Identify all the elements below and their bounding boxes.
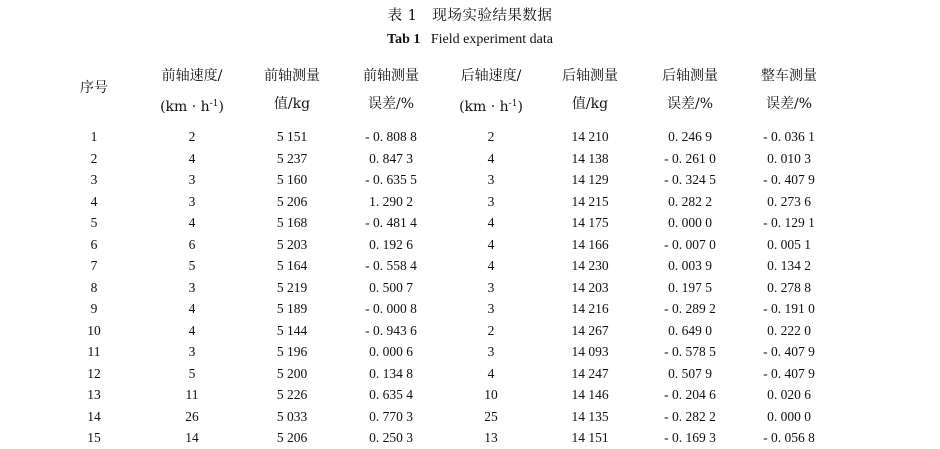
table-cell: - 0. 282 2 xyxy=(664,408,716,424)
table-cell: 4 xyxy=(487,150,495,166)
table-cell: 3 xyxy=(487,172,495,187)
table-header xyxy=(50,62,880,126)
table-cell: 1 xyxy=(90,129,98,144)
table-cell: - 0. 000 8 xyxy=(365,301,417,316)
table-cell: 0. 250 3 xyxy=(369,430,413,445)
table-cell: 0. 246 9 xyxy=(668,129,712,144)
table-cell: 10 xyxy=(484,387,498,402)
table-cell: 14 093 xyxy=(571,344,609,359)
table-cell: 0. 005 1 xyxy=(767,236,811,252)
results-table xyxy=(50,62,880,449)
table-cell: 0. 010 3 xyxy=(767,150,811,166)
table-row xyxy=(50,384,880,406)
table-cell: 4 xyxy=(188,215,196,230)
header-line1: 后轴速度/ xyxy=(460,68,522,84)
table-cell: 0. 273 6 xyxy=(767,193,811,209)
table-cell: - 0. 324 5 xyxy=(664,172,716,187)
table-cell: 3 xyxy=(188,279,196,295)
table-cell: 13 xyxy=(87,387,101,402)
table-cell: 5 xyxy=(188,365,196,381)
table-cell: - 0. 407 9 xyxy=(763,172,815,187)
table-cell: 14 267 xyxy=(571,322,609,338)
table-cell: - 0. 007 0 xyxy=(664,236,716,252)
caption-english xyxy=(0,32,940,48)
table-cell: 5 160 xyxy=(276,172,308,187)
table-cell: 6 xyxy=(90,236,98,252)
header-cell xyxy=(160,62,224,121)
table-cell: 0. 278 8 xyxy=(767,279,811,295)
table-cell: 2 xyxy=(188,129,196,144)
table-cell: - 0. 407 9 xyxy=(763,344,815,359)
table-cell: 4 xyxy=(487,365,495,381)
table-cell: 5 164 xyxy=(276,258,308,273)
header-line1: 前轴速度/ xyxy=(161,68,223,84)
table-cell: 15 xyxy=(87,430,101,445)
table-cell: 14 247 xyxy=(571,365,609,381)
table-cell: 14 166 xyxy=(571,236,609,252)
table-cell: 14 175 xyxy=(571,215,609,230)
header-line1: 整车测量 xyxy=(761,68,817,84)
table-cell: 4 xyxy=(188,301,196,316)
table-cell: 14 210 xyxy=(571,129,609,144)
header-cell xyxy=(562,62,618,118)
table-cell: 14 216 xyxy=(571,301,609,316)
table-cell: 0. 197 5 xyxy=(668,279,712,295)
table-cell: 14 xyxy=(185,430,199,445)
table-cell: 8 xyxy=(90,279,98,295)
table-cell: 4 xyxy=(487,258,495,273)
table-row xyxy=(50,212,880,234)
table-cell: - 0. 943 6 xyxy=(365,322,417,338)
table-row xyxy=(50,126,880,148)
table-cell: 5 151 xyxy=(276,129,308,144)
table-cell: - 0. 578 5 xyxy=(664,344,716,359)
table-cell: 3 xyxy=(487,344,495,359)
table-cell: 14 215 xyxy=(571,193,609,209)
table-cell: - 0. 635 5 xyxy=(365,172,417,187)
table-row xyxy=(50,341,880,363)
table-cell: 5 196 xyxy=(276,344,308,359)
table-row xyxy=(50,406,880,428)
table-cell: 3 xyxy=(487,301,495,316)
table-row xyxy=(50,277,880,299)
table-cell: 3 xyxy=(487,193,495,209)
table-cell: 5 168 xyxy=(276,215,308,230)
table-cell: 3 xyxy=(487,279,495,295)
table-cell: 11 xyxy=(87,344,101,359)
header-cell xyxy=(662,62,718,118)
table-cell: 3 xyxy=(90,172,98,187)
table-cell: 13 xyxy=(484,430,498,445)
table-cell: 0. 500 7 xyxy=(369,279,413,295)
table-row xyxy=(50,169,880,191)
table-cell: 14 151 xyxy=(571,430,609,445)
header-line2: 误差/% xyxy=(367,96,415,112)
table-cell: - 0. 056 8 xyxy=(763,430,815,445)
table-cell: 0. 282 2 xyxy=(668,193,712,209)
table-cell: 5 219 xyxy=(276,279,308,295)
caption-chinese: 表 1 现场实验结果数据 xyxy=(387,8,553,24)
header-cell xyxy=(264,62,320,118)
table-cell: 2 xyxy=(487,129,495,144)
table-cell: 12 xyxy=(87,365,101,381)
caption-english-text: Field experiment data xyxy=(430,32,553,47)
table-cell: - 0. 808 8 xyxy=(365,129,417,144)
table-cell: 0. 134 2 xyxy=(767,258,811,273)
table-cell: 14 146 xyxy=(571,387,609,402)
table-cell: 26 xyxy=(185,408,199,424)
table-cell: 0. 635 4 xyxy=(369,387,413,402)
table-cell: 1. 290 2 xyxy=(369,193,413,209)
table-cell: 25 xyxy=(484,408,498,424)
header-line1: 前轴测量 xyxy=(264,68,320,84)
table-row xyxy=(50,234,880,256)
table-cell: 3 xyxy=(188,172,196,187)
table-cell: 14 135 xyxy=(571,408,609,424)
table-cell: 3 xyxy=(188,344,196,359)
table-cell: 14 203 xyxy=(571,279,609,295)
table-cell: 11 xyxy=(185,387,199,402)
table-cell: 4 xyxy=(188,322,196,338)
table-cell: 0. 000 0 xyxy=(767,408,811,424)
header-cell xyxy=(80,74,108,102)
header-cell xyxy=(363,62,419,118)
table-cell: - 0. 036 1 xyxy=(763,129,815,144)
table-cell: 4 xyxy=(188,150,196,166)
table-row xyxy=(50,255,880,277)
table-cell: 9 xyxy=(90,301,98,316)
table-cell: 4 xyxy=(487,215,495,230)
table-cell: - 0. 289 2 xyxy=(664,301,716,316)
table-row xyxy=(50,298,880,320)
caption-english-label: Tab 1 xyxy=(387,32,421,47)
table-cell: 14 xyxy=(87,408,101,424)
table-cell: 6 xyxy=(188,236,196,252)
table-row xyxy=(50,320,880,342)
table-row xyxy=(50,363,880,385)
table-cell: 0. 020 6 xyxy=(767,387,811,402)
table-cell: 5 203 xyxy=(276,236,308,252)
table-cell: 0. 192 6 xyxy=(369,236,413,252)
table-cell: 4 xyxy=(487,236,495,252)
header-line2: 值/kg xyxy=(571,96,609,112)
table-cell: - 0. 558 4 xyxy=(365,258,417,273)
header-cell xyxy=(761,62,817,118)
table-cell: 0. 847 3 xyxy=(369,150,413,166)
table-body xyxy=(50,126,880,449)
header-line1: 后轴测量 xyxy=(562,68,618,84)
table-cell: 5 144 xyxy=(276,322,308,338)
table-cell: 10 xyxy=(87,322,101,338)
table-cell: 0. 507 9 xyxy=(668,365,712,381)
table-cell: 14 230 xyxy=(571,258,609,273)
header-line2: $(km \cdot h^{-1})$ xyxy=(459,99,523,115)
table-cell: 5 226 xyxy=(276,387,308,402)
table-cell: 5 xyxy=(90,215,98,230)
table-cell: 0. 003 9 xyxy=(668,258,712,273)
table-cell: 7 xyxy=(90,258,98,273)
header-line2: $(km \cdot h^{-1})$ xyxy=(160,99,224,115)
header-line1: 序号 xyxy=(80,80,108,96)
header-line2: 误差/% xyxy=(666,96,714,112)
table-cell: - 0. 261 0 xyxy=(664,150,716,166)
table-cell: - 0. 169 3 xyxy=(664,430,716,445)
header-line2: 值/kg xyxy=(273,96,311,112)
table-cell: 5 237 xyxy=(276,150,308,166)
table-cell: 0. 222 0 xyxy=(767,322,811,338)
table-cell: 0. 134 8 xyxy=(369,365,413,381)
header-line1: 前轴测量 xyxy=(363,68,419,84)
table-cell: - 0. 407 9 xyxy=(763,365,815,381)
table-cell: 5 xyxy=(188,258,196,273)
table-row xyxy=(50,148,880,170)
header-cell xyxy=(459,62,523,121)
table-cell: 14 138 xyxy=(571,150,609,166)
header-line1: 后轴测量 xyxy=(662,68,718,84)
table-cell: - 0. 204 6 xyxy=(664,387,716,402)
table-cell: 0. 649 0 xyxy=(668,322,712,338)
table-cell: 0. 770 3 xyxy=(369,408,413,424)
table-cell: - 0. 481 4 xyxy=(365,215,417,230)
table-cell: 5 200 xyxy=(276,365,308,381)
table-cell: 0. 000 6 xyxy=(369,344,413,359)
table-cell: 2 xyxy=(90,150,98,166)
table-cell: - 0. 129 1 xyxy=(763,215,815,230)
table-cell: 0. 000 0 xyxy=(668,215,712,230)
table-cell: 3 xyxy=(188,193,196,209)
table-cell: 4 xyxy=(90,193,98,209)
table-cell: 5 189 xyxy=(276,301,308,316)
table-cell: 2 xyxy=(487,322,495,338)
table-cell: 5 206 xyxy=(276,430,308,445)
table-cell: 5 033 xyxy=(276,408,308,424)
header-line2: 误差/% xyxy=(765,96,813,112)
table-row xyxy=(50,427,880,449)
table-row xyxy=(50,191,880,213)
table-cell: 5 206 xyxy=(276,193,308,209)
table-cell: - 0. 191 0 xyxy=(763,301,815,316)
table-cell: 14 129 xyxy=(571,172,609,187)
